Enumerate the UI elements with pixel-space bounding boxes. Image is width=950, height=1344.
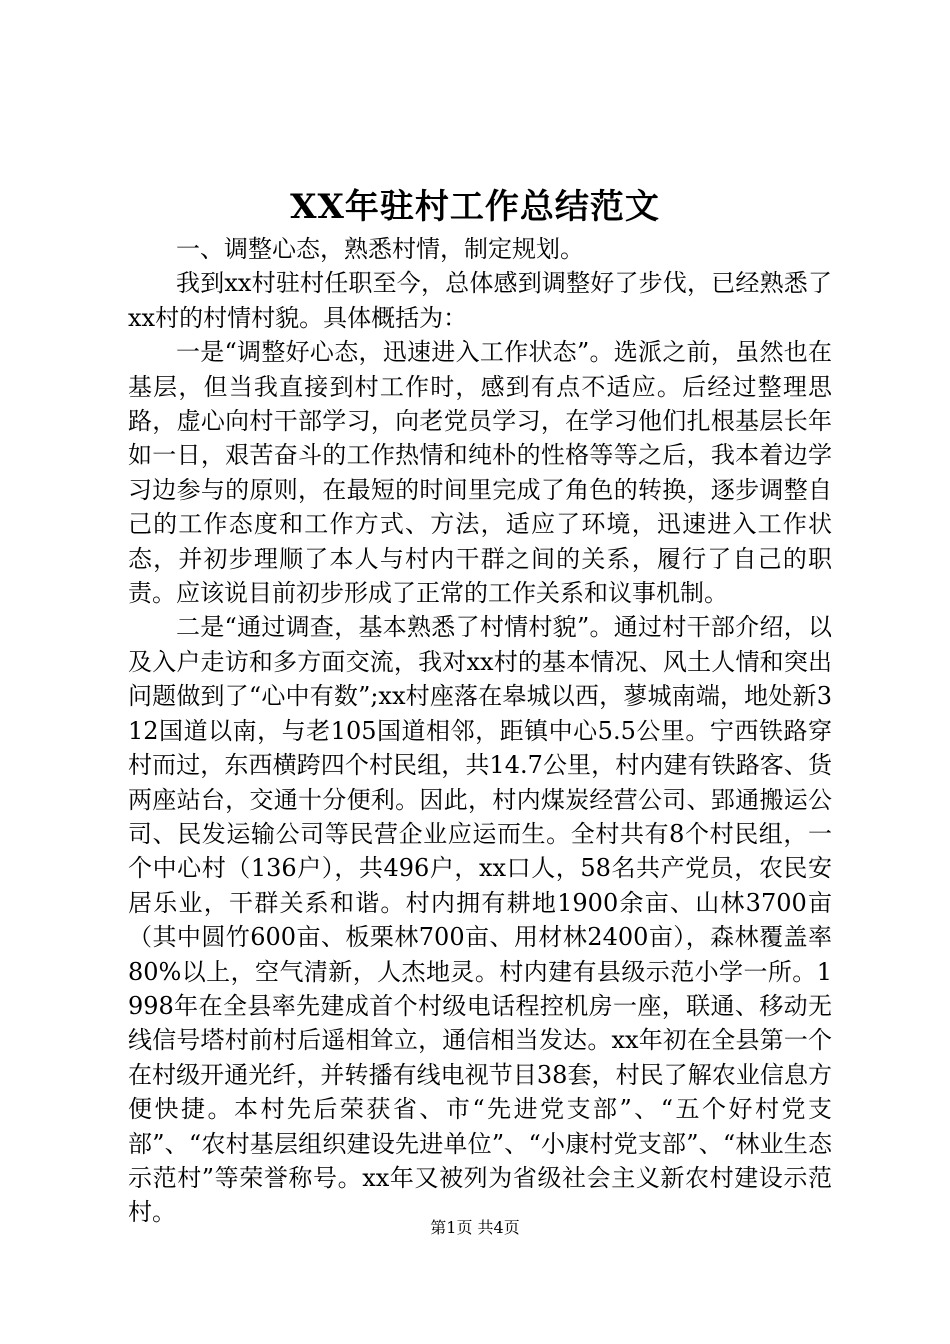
- paragraph-intro: 我到xx村驻村任职至今，总体感到调整好了步伐，已经熟悉了xx村的村情村貌。具体概括为：: [128, 269, 832, 332]
- page-footer: 第1页 共4页: [430, 1218, 520, 1237]
- document-body: [128, 232, 832, 1230]
- paragraph-point-one: 一是“调整好心态，迅速进入工作状态”。选派之前，虽然也在基层，但当我直接到村工作时，感到有点不适应。后经过整理思路，虚心向村干部学习，向老党员学习，在学习他们扎根基层长年如一日，艰苦奋斗的工作热情和纯朴的性格等等之后，我本着边学习边参与的原则，在最短的时间里完成了角色的转换，逐步调整自己的工作态度和工作方式、方法，适应了环境，迅速进入工作状态，并初步理顺了本人与村内干群之间的关系，履行了自己的职责。应该说目前初步形成了正常的工作关系和议事机制。: [128, 338, 832, 608]
- document-title: XX年驻村工作总结范文: [290, 187, 660, 227]
- paragraph-point-two: 二是“通过调查，基本熟悉了村情村貌”。通过村干部介绍，以及入户走访和多方面交流，我对xx村的基本情况、风土人情和突出问题做到了“心中有数”;xx村座落在皋城以西，蓼城南端，地处新312国道以南，与老105国道相邻，距镇中心5.5公里。宁西铁路穿村而过，东西横跨四个村民组，共14.7公里，村内建有铁路客、货两座站台，交通十分便利。因此，村内煤炭经营公司、郢通搬运公司、民发运输公司等民营企业应运而生。全村共有8个村民组，一个中心村（136户），共496户，xx口人，58名共产党员，农民安居乐业，干群关系和谐。村内拥有耕地1900余亩、山林3700亩（其中圆竹600亩、板栗林700亩、用材林2400亩），森林覆盖率80%以上，空气清新，人杰地灵。村内建有县级示范小学一所。1998年在全县率先建成首个村级电话程控机房一座，联通、移动无线信号塔村前村后遥相耸立，通信相当发达。xx年初在全县第一个在村级开通光纤，并转播有线电视节目38套，村民了解农业信息方便快捷。本村先后荣获省、市“先进党支部”、“五个好村党支部”、“农村基层组织建设先进单位”、“小康村党支部”、“林业生态示范村”等荣誉称号。xx年又被列为省级社会主义新农村建设示范村。: [128, 613, 832, 1227]
- paragraph-section-heading: 一、调整心态，熟悉村情，制定规划。: [176, 235, 584, 263]
